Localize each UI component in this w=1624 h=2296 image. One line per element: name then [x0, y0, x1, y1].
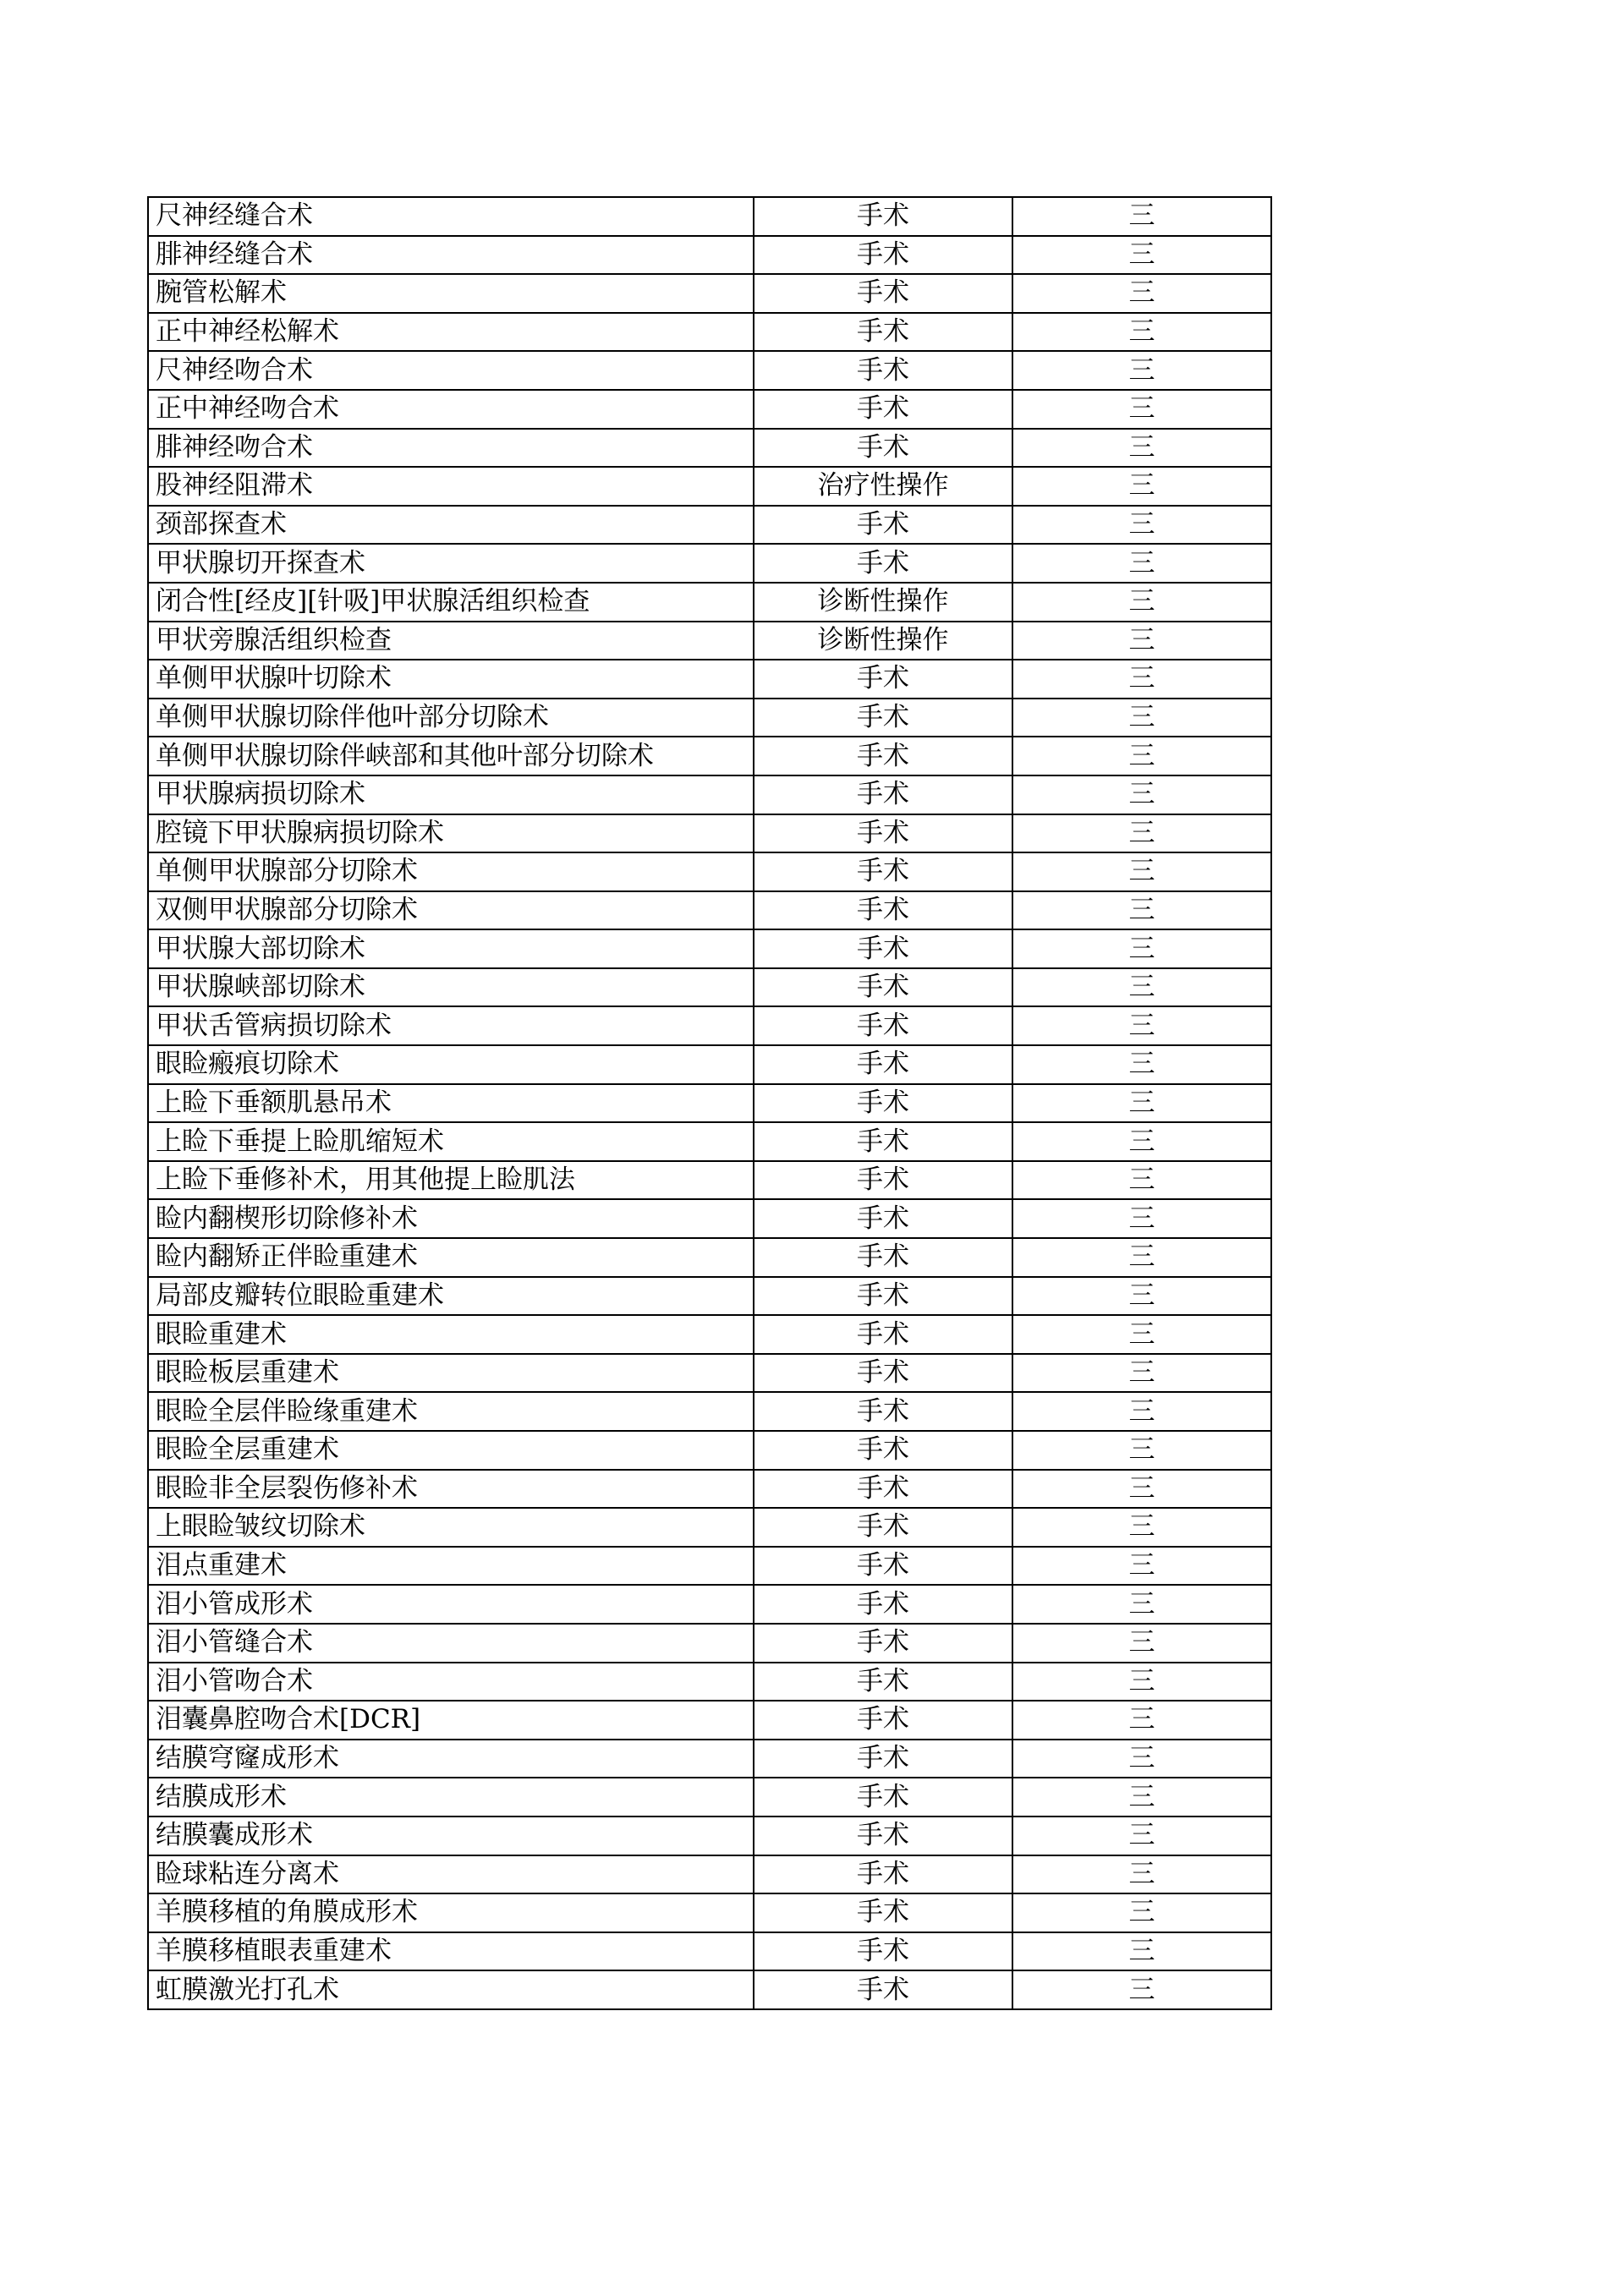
table-row	[148, 1122, 1271, 1161]
procedure-type-cell: 手术	[754, 236, 1012, 275]
procedure-name-cell: 上眼睑皱纹切除术	[148, 1508, 754, 1547]
procedure-name-cell: 结膜囊成形术	[148, 1817, 754, 1855]
procedure-level-cell: 三	[1012, 1932, 1271, 1971]
procedure-level-cell: 三	[1012, 891, 1271, 930]
procedure-name-cell: 眼睑板层重建术	[148, 1354, 754, 1393]
procedure-type-cell: 手术	[754, 891, 1012, 930]
procedure-level-cell: 三	[1012, 1855, 1271, 1894]
procedure-level-cell: 三	[1012, 274, 1271, 313]
procedure-level-cell: 三	[1012, 1817, 1271, 1855]
procedure-type-cell: 手术	[754, 1970, 1012, 2009]
procedure-level-cell: 三	[1012, 622, 1271, 660]
procedure-name-cell: 泪小管缝合术	[148, 1624, 754, 1663]
procedure-name-cell: 甲状旁腺活组织检查	[148, 622, 754, 660]
procedure-type-cell: 手术	[754, 506, 1012, 545]
procedure-level-cell: 三	[1012, 1740, 1271, 1778]
procedure-level-cell: 三	[1012, 1624, 1271, 1663]
procedure-type-cell: 手术	[754, 737, 1012, 775]
table-row	[148, 1431, 1271, 1470]
table-row	[148, 699, 1271, 737]
procedure-type-cell: 手术	[754, 1817, 1012, 1855]
table-row	[148, 1084, 1271, 1123]
procedure-type-cell: 手术	[754, 1701, 1012, 1740]
procedure-name-cell: 上睑下垂提上睑肌缩短术	[148, 1122, 754, 1161]
procedure-name-cell: 羊膜移植的角膜成形术	[148, 1893, 754, 1932]
procedure-name-cell: 尺神经缝合术	[148, 197, 754, 236]
procedure-level-cell: 三	[1012, 1893, 1271, 1932]
procedure-type-cell: 手术	[754, 197, 1012, 236]
table-row	[148, 1547, 1271, 1586]
procedure-level-cell: 三	[1012, 467, 1271, 506]
procedure-name-cell: 局部皮瓣转位眼睑重建术	[148, 1277, 754, 1316]
procedure-name-cell: 眼睑非全层裂伤修补术	[148, 1470, 754, 1509]
table-row	[148, 929, 1271, 968]
procedure-name-cell: 泪囊鼻腔吻合术[DCR]	[148, 1701, 754, 1740]
table-row	[148, 737, 1271, 775]
procedure-type-cell: 手术	[754, 351, 1012, 390]
procedure-name-cell: 泪点重建术	[148, 1547, 754, 1586]
procedure-name-cell: 颈部探查术	[148, 506, 754, 545]
procedure-type-cell: 手术	[754, 929, 1012, 968]
procedure-level-cell: 三	[1012, 775, 1271, 814]
procedure-level-cell: 三	[1012, 699, 1271, 737]
procedure-type-cell: 手术	[754, 1470, 1012, 1509]
procedure-name-cell: 腓神经缝合术	[148, 236, 754, 275]
procedure-name-cell: 羊膜移植眼表重建术	[148, 1932, 754, 1971]
procedure-name-cell: 双侧甲状腺部分切除术	[148, 891, 754, 930]
procedure-name-cell: 单侧甲状腺切除伴峡部和其他叶部分切除术	[148, 737, 754, 775]
table-row	[148, 968, 1271, 1007]
procedure-level-cell: 三	[1012, 1161, 1271, 1200]
table-row	[148, 1161, 1271, 1200]
procedure-name-cell: 甲状腺病损切除术	[148, 775, 754, 814]
procedure-name-cell: 甲状腺峡部切除术	[148, 968, 754, 1007]
procedure-level-cell: 三	[1012, 1508, 1271, 1547]
procedure-name-cell: 眼睑全层伴睑缘重建术	[148, 1392, 754, 1431]
procedure-level-cell: 三	[1012, 1663, 1271, 1701]
procedure-level-cell: 三	[1012, 313, 1271, 352]
table-row	[148, 1855, 1271, 1894]
procedure-name-cell: 虹膜激光打孔术	[148, 1970, 754, 2009]
table-row	[148, 891, 1271, 930]
procedure-name-cell: 结膜穹窿成形术	[148, 1740, 754, 1778]
procedure-name-cell: 眼睑瘢痕切除术	[148, 1045, 754, 1084]
procedure-level-cell: 三	[1012, 197, 1271, 236]
procedure-level-cell: 三	[1012, 814, 1271, 853]
procedure-type-cell: 手术	[754, 1893, 1012, 1932]
procedure-name-cell: 单侧甲状腺叶切除术	[148, 660, 754, 699]
table-row	[148, 1006, 1271, 1045]
procedure-level-cell: 三	[1012, 929, 1271, 968]
procedure-type-cell: 手术	[754, 1547, 1012, 1586]
procedure-type-cell: 手术	[754, 660, 1012, 699]
procedure-type-cell: 手术	[754, 1431, 1012, 1470]
table-row	[148, 1199, 1271, 1238]
table-row	[148, 351, 1271, 390]
procedure-level-cell: 三	[1012, 1238, 1271, 1277]
procedure-level-cell: 三	[1012, 1392, 1271, 1431]
table-row	[148, 660, 1271, 699]
procedure-level-cell: 三	[1012, 852, 1271, 891]
procedure-type-cell: 手术	[754, 1624, 1012, 1663]
procedure-type-cell: 手术	[754, 1045, 1012, 1084]
procedure-name-cell: 闭合性[经皮][针吸]甲状腺活组织检查	[148, 583, 754, 622]
table-row	[148, 1970, 1271, 2009]
procedure-name-cell: 甲状舌管病损切除术	[148, 1006, 754, 1045]
procedure-type-cell: 手术	[754, 1277, 1012, 1316]
procedure-type-cell: 手术	[754, 1740, 1012, 1778]
procedure-name-cell: 眼睑重建术	[148, 1315, 754, 1354]
procedure-type-cell: 手术	[754, 1663, 1012, 1701]
procedure-name-cell: 单侧甲状腺切除伴他叶部分切除术	[148, 699, 754, 737]
procedure-name-cell: 腕管松解术	[148, 274, 754, 313]
table-row	[148, 583, 1271, 622]
procedure-name-cell: 结膜成形术	[148, 1778, 754, 1817]
procedure-type-cell: 治疗性操作	[754, 467, 1012, 506]
procedure-level-cell: 三	[1012, 968, 1271, 1007]
procedure-name-cell: 眼睑全层重建术	[148, 1431, 754, 1470]
procedure-name-cell: 尺神经吻合术	[148, 351, 754, 390]
procedure-level-cell: 三	[1012, 544, 1271, 583]
procedure-type-cell: 手术	[754, 1932, 1012, 1971]
procedure-name-cell: 泪小管成形术	[148, 1585, 754, 1624]
procedure-name-cell: 股神经阻滞术	[148, 467, 754, 506]
procedure-type-cell: 手术	[754, 1315, 1012, 1354]
table-row	[148, 622, 1271, 660]
procedure-level-cell: 三	[1012, 1315, 1271, 1354]
procedure-level-cell: 三	[1012, 351, 1271, 390]
procedure-level-cell: 三	[1012, 1778, 1271, 1817]
table-row	[148, 506, 1271, 545]
procedure-level-cell: 三	[1012, 506, 1271, 545]
procedure-level-cell: 三	[1012, 390, 1271, 429]
table-row	[148, 1045, 1271, 1084]
procedure-level-cell: 三	[1012, 236, 1271, 275]
procedure-level-cell: 三	[1012, 1470, 1271, 1509]
procedure-name-cell: 上睑下垂修补术，用其他提上睑肌法	[148, 1161, 754, 1200]
table-row	[148, 1663, 1271, 1701]
procedure-level-cell: 三	[1012, 1045, 1271, 1084]
procedure-name-cell: 上睑下垂额肌悬吊术	[148, 1084, 754, 1123]
procedure-level-cell: 三	[1012, 1199, 1271, 1238]
table-row	[148, 1354, 1271, 1393]
procedure-name-cell: 泪小管吻合术	[148, 1663, 754, 1701]
table-row	[148, 1238, 1271, 1277]
procedure-type-cell: 手术	[754, 1122, 1012, 1161]
procedure-type-cell: 手术	[754, 1084, 1012, 1123]
table-row	[148, 814, 1271, 853]
procedure-type-cell: 手术	[754, 1585, 1012, 1624]
procedure-type-cell: 手术	[754, 1238, 1012, 1277]
procedure-level-cell: 三	[1012, 1701, 1271, 1740]
procedure-type-cell: 手术	[754, 1199, 1012, 1238]
procedure-type-cell: 手术	[754, 814, 1012, 853]
procedure-name-cell: 腔镜下甲状腺病损切除术	[148, 814, 754, 853]
procedure-name-cell: 单侧甲状腺部分切除术	[148, 852, 754, 891]
procedure-type-cell: 手术	[754, 699, 1012, 737]
procedure-name-cell: 正中神经松解术	[148, 313, 754, 352]
procedure-type-cell: 手术	[754, 1855, 1012, 1894]
procedure-type-cell: 手术	[754, 1778, 1012, 1817]
table-row	[148, 1585, 1271, 1624]
procedure-level-cell: 三	[1012, 660, 1271, 699]
table-row	[148, 390, 1271, 429]
table-row	[148, 236, 1271, 275]
table-row	[148, 1277, 1271, 1316]
procedure-level-cell: 三	[1012, 1122, 1271, 1161]
table-row	[148, 1701, 1271, 1740]
table-row	[148, 1893, 1271, 1932]
table-row	[148, 775, 1271, 814]
procedure-type-cell: 手术	[754, 544, 1012, 583]
procedure-name-cell: 甲状腺切开探查术	[148, 544, 754, 583]
procedure-table	[147, 196, 1272, 2010]
procedure-type-cell: 手术	[754, 1354, 1012, 1393]
procedure-type-cell: 手术	[754, 1392, 1012, 1431]
table-body	[148, 197, 1271, 2009]
procedure-level-cell: 三	[1012, 737, 1271, 775]
procedure-type-cell: 手术	[754, 313, 1012, 352]
table-row	[148, 1470, 1271, 1509]
table-row	[148, 544, 1271, 583]
procedure-type-cell: 手术	[754, 852, 1012, 891]
procedure-name-cell: 睑球粘连分离术	[148, 1855, 754, 1894]
table-row	[148, 1315, 1271, 1354]
procedure-type-cell: 诊断性操作	[754, 622, 1012, 660]
table-row	[148, 313, 1271, 352]
procedure-type-cell: 手术	[754, 1508, 1012, 1547]
table-row	[148, 274, 1271, 313]
procedure-level-cell: 三	[1012, 1431, 1271, 1470]
procedure-type-cell: 手术	[754, 775, 1012, 814]
procedure-level-cell: 三	[1012, 1084, 1271, 1123]
procedure-type-cell: 诊断性操作	[754, 583, 1012, 622]
procedure-level-cell: 三	[1012, 583, 1271, 622]
procedure-level-cell: 三	[1012, 1970, 1271, 2009]
table-row	[148, 1392, 1271, 1431]
procedure-level-cell: 三	[1012, 1277, 1271, 1316]
procedure-type-cell: 手术	[754, 968, 1012, 1007]
procedure-type-cell: 手术	[754, 1161, 1012, 1200]
procedure-level-cell: 三	[1012, 1585, 1271, 1624]
procedure-level-cell: 三	[1012, 1006, 1271, 1045]
table-row	[148, 1624, 1271, 1663]
procedure-type-cell: 手术	[754, 274, 1012, 313]
table-row	[148, 1817, 1271, 1855]
table-row	[148, 467, 1271, 506]
table-row	[148, 429, 1271, 468]
procedure-level-cell: 三	[1012, 429, 1271, 468]
table-row	[148, 1508, 1271, 1547]
procedure-level-cell: 三	[1012, 1547, 1271, 1586]
procedure-type-cell: 手术	[754, 429, 1012, 468]
procedure-name-cell: 甲状腺大部切除术	[148, 929, 754, 968]
procedure-name-cell: 睑内翻矫正伴睑重建术	[148, 1238, 754, 1277]
procedure-level-cell: 三	[1012, 1354, 1271, 1393]
table-row	[148, 852, 1271, 891]
procedure-type-cell: 手术	[754, 1006, 1012, 1045]
procedure-name-cell: 正中神经吻合术	[148, 390, 754, 429]
table-row	[148, 197, 1271, 236]
table-row	[148, 1932, 1271, 1971]
table-row	[148, 1740, 1271, 1778]
procedure-name-cell: 睑内翻楔形切除修补术	[148, 1199, 754, 1238]
procedure-type-cell: 手术	[754, 390, 1012, 429]
table-row	[148, 1778, 1271, 1817]
procedure-name-cell: 腓神经吻合术	[148, 429, 754, 468]
